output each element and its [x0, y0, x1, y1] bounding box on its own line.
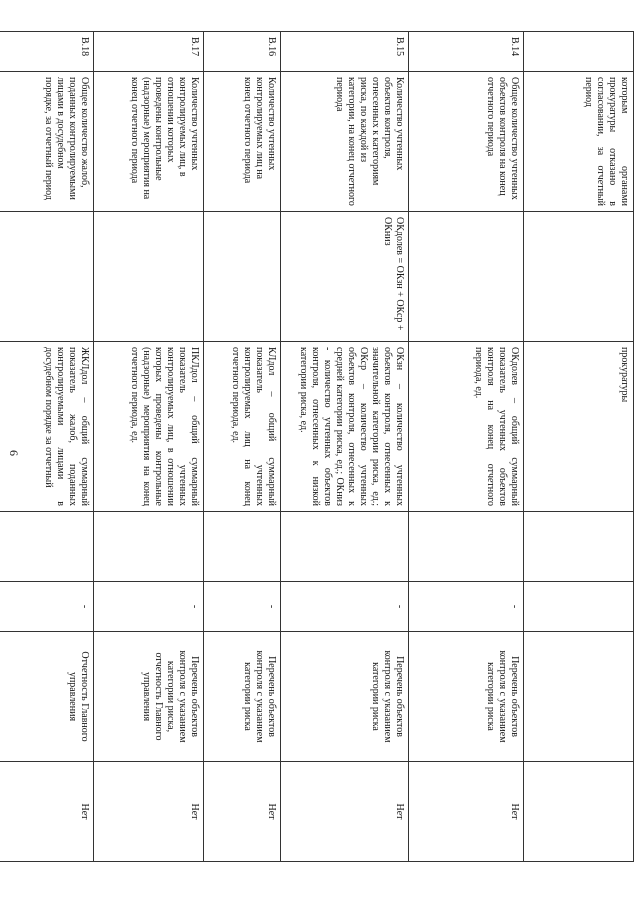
cell-threshold: - [281, 582, 409, 632]
cell-source: Перечень объектов контроля с указанием категории риска [409, 632, 524, 762]
cell-code [524, 32, 634, 72]
cell-source [524, 632, 634, 762]
cell-source: Перечень объектов контроля с указанием категории риска, отчетность Главного управления [94, 632, 204, 762]
cell-target [409, 512, 524, 582]
cell-key: Нет [204, 762, 281, 862]
table-row [204, 32, 281, 862]
cell-code: В.17 [94, 32, 204, 72]
cell-formula [409, 212, 524, 342]
cell-target [94, 512, 204, 582]
cell-explanation: прокуратуры [524, 342, 634, 512]
cell-key: Нет [281, 762, 409, 862]
cell-explanation: ЖКЛдол – общий суммарный показатель жалоб, поданных контролируемыми лицами в досудебном порядке за отчетный [0, 342, 94, 512]
cell-explanation: ПКЛдол – общий суммарный показатель учтенных контролируемых лиц, в отношении которых проведены контрольные (надзорные) мероприятия на конец отчетного периода, ед. [94, 342, 204, 512]
cell-formula [524, 212, 634, 342]
cell-source: Перечень объектов контроля с указанием категории риска [281, 632, 409, 762]
cell-explanation: КЛдол – общий суммарный показатель учтенных контролируемых лиц на конец отчетного периода, ед. [204, 342, 281, 512]
cell-formula [94, 212, 204, 342]
table-row [409, 32, 524, 862]
cell-formula [204, 212, 281, 342]
rotated-table-frame [43, 31, 634, 861]
cell-target [281, 512, 409, 582]
indicators-table [0, 31, 634, 862]
cell-threshold [524, 582, 634, 632]
header-continuation-row [524, 32, 634, 862]
cell-description: которым органами прокуратуры отказано в согласовании, за отчетный период [524, 72, 634, 212]
cell-explanation: ОКдолев – общий суммарный показатель учтенных объектов контроля на конец отчетного периода, ед. [409, 342, 524, 512]
indicators-table-rotated [43, 31, 634, 861]
cell-threshold: - [94, 582, 204, 632]
table-row [281, 32, 409, 862]
table-row [0, 32, 94, 862]
cell-key: Нет [0, 762, 94, 862]
cell-source: Перечень объектов контроля с указанием категории риска [204, 632, 281, 762]
cell-explanation: ОКзн – количество учтенных объектов контроля, отнесенных к значительной категории риска, ед.; ОКср – количество учтенных объектов контроля, отнесенных к средней категории риска, ед.; ОКниз - количество учтенных объектов контроля, отнесенных к низкой категории риска, ед. [281, 342, 409, 512]
cell-description: Количество учтенных контролируемых лиц, в отношении которых проведены контрольные (надзорные) мероприятия на конец отчетного периода [94, 72, 204, 212]
cell-formula: ОКдолев = ОКзн + ОКср + ОКниз [281, 212, 409, 342]
cell-description: Количество учтенных контролируемых лиц на конец отчетного периода [204, 72, 281, 212]
cell-description: Общее количество учтенных объектов контроля на конец отчетного периода [409, 72, 524, 212]
cell-formula [0, 212, 94, 342]
cell-description: Общее количество жалоб, поданных контролируемыми лицами в досудебном порядке, за отчетный период [0, 72, 94, 212]
cell-threshold: - [0, 582, 94, 632]
cell-code: В.15 [281, 32, 409, 72]
page-number: 6 [7, 450, 21, 456]
cell-threshold: - [204, 582, 281, 632]
cell-threshold: - [409, 582, 524, 632]
cell-target [204, 512, 281, 582]
cell-key: Нет [94, 762, 204, 862]
cell-code: В.16 [204, 32, 281, 72]
table-row [94, 32, 204, 862]
cell-target [0, 512, 94, 582]
cell-key: Нет [409, 762, 524, 862]
cell-key [524, 762, 634, 862]
cell-source: Отчетность Главного управления [0, 632, 94, 762]
cell-code: В.18 [0, 32, 94, 72]
cell-code: В.14 [409, 32, 524, 72]
cell-description: Количество учтенных объектов контроля, отнесенных к категориям риска, по каждой из категории, на конец отчетного периода [281, 72, 409, 212]
cell-target [524, 512, 634, 582]
